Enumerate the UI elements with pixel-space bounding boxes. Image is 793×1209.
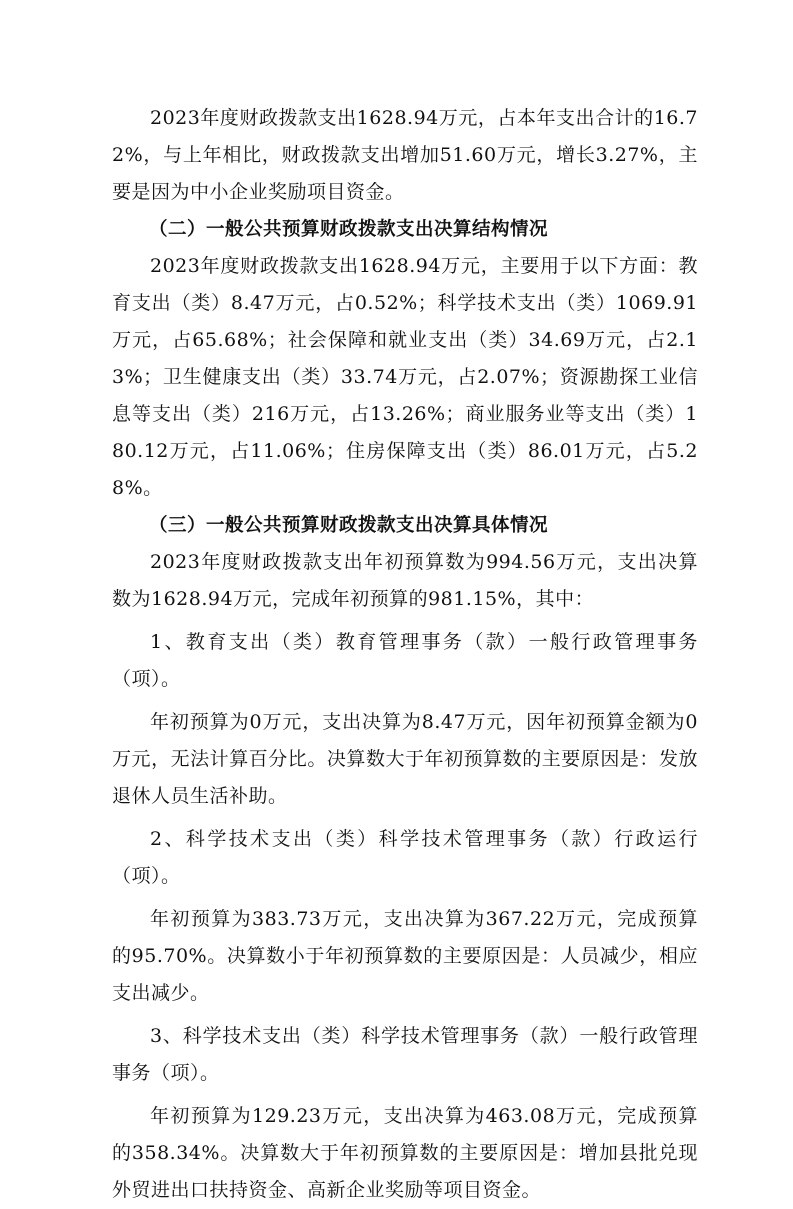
section-heading-structure: （二）一般公共预算财政拨款支出决算结构情况 [149,219,549,240]
paragraph-education-detail: 年初预算为0万元，支出决算为8.47万元，因年初预算金额为0万元，无法计算百分比。决算数大于年初预算数的主要原因是：发放退休人员生活补助。 [112,711,698,807]
document-body [112,100,698,1209]
section-heading-specific: （三）一般公共预算财政拨款支出决算具体情况 [149,515,549,536]
paragraph-science-operation-detail: 年初预算为383.73万元，支出决算为367.22万元，完成预算的95.70%。决算数小于年初预算数的主要原因是：人员减少，相应支出减少。 [112,908,698,1004]
item-title-education: 1、教育支出（类）教育管理事务（款）一般行政管理事务（项）。 [112,631,698,690]
paragraph-expenditure-overview: 2023年度财政拨款支出1628.94万元，占本年支出合计的16.72%，与上年相比，财政拨款支出增加51.60万元，增长3.27%，主要是因为中小企业奖励项目资金。 [112,107,698,203]
paragraph-science-admin-detail: 年初预算为129.23万元，支出决算为463.08万元，完成预算的358.34%。决算数大于年初预算数的主要原因是：增加县批兑现外贸进出口扶持资金、高新企业奖励等项目资金。 [112,1105,698,1201]
paragraph-structure-details: 2023年度财政拨款支出1628.94万元，主要用于以下方面：教育支出（类）8.47万元，占0.52%；科学技术支出（类）1069.91万元，占65.68%；社会保障和就业支出（类）34.69万元，占2.13%；卫生健康支出（类）33.74万元，占2.07%；资源勘探工业信息等支出（类）216万元，占13.26%；商业服务业等支出（类）180.12万元，占11.06%；住房保障支出（类）86.01万元，占5.28%。 [112,255,698,499]
item-title-science-operation: 2、科学技术支出（类）科学技术管理事务（款）行政运行（项）。 [112,828,698,887]
item-title-science-admin: 3、科学技术支出（类）科学技术管理事务（款）一般行政管理事务（项）。 [112,1025,698,1084]
paragraph-budget-summary: 2023年度财政拨款支出年初预算数为994.56万元，支出决算数为1628.94万元，完成年初预算的981.15%，其中： [112,551,698,610]
